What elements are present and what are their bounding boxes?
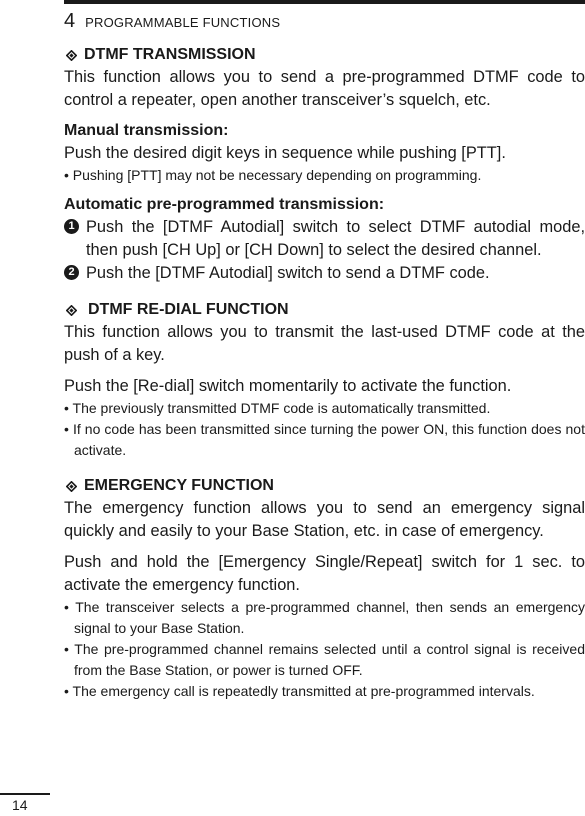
step-item xyxy=(64,262,585,285)
step-text: Push the [DTMF Autodial] switch to select DTMF autodial mode, then push [CH Up] or [CH Down] to select the desired channel. xyxy=(86,218,585,259)
emergency-note: • The emergency call is repeatedly transmitted at pre-programmed intervals. xyxy=(64,683,535,699)
step-number-badge: 1 xyxy=(64,219,79,234)
diamond-bullet-icon xyxy=(66,50,76,60)
dtmf-redial-section xyxy=(64,299,585,461)
step-item xyxy=(64,216,585,262)
section-heading xyxy=(64,299,585,321)
diamond-bullet-icon xyxy=(66,481,76,491)
section-heading xyxy=(64,44,585,66)
emergency-note: • The transceiver selects a pre-programmed channel, then sends an emergency signal to your Base Station. xyxy=(64,599,585,636)
diamond-bullet-icon xyxy=(66,305,76,315)
redial-note: • If no code has been transmitted since turning the power ON, this function does not activate. xyxy=(64,421,585,458)
step-number-badge: 2 xyxy=(64,265,79,280)
subsection-heading: Automatic pre-programmed transmission: xyxy=(64,196,385,213)
section-intro: This function allows you to transmit the last-used DTMF code at the push of a key. xyxy=(64,323,585,364)
page-header xyxy=(64,10,280,33)
section-title: DTMF RE-DIAL FUNCTION xyxy=(88,301,289,318)
chapter-title: PROGRAMMABLE FUNCTIONS xyxy=(85,15,281,30)
emergency-section xyxy=(64,475,585,702)
manual-instruction: Push the desired digit keys in sequence while pushing [PTT]. xyxy=(64,144,506,162)
redial-note: • The previously transmitted DTMF code is automatically transmitted. xyxy=(64,400,491,416)
manual-note: • Pushing [PTT] may not be necessary depending on programming. xyxy=(64,167,482,183)
page-content xyxy=(64,44,585,716)
emergency-note: • The pre-programmed channel remains selected until a control signal is received from the Base Station, or power is turned OFF. xyxy=(64,641,585,678)
dtmf-transmission-section xyxy=(64,44,585,285)
section-title: EMERGENCY FUNCTION xyxy=(84,477,274,494)
chapter-number: 4 xyxy=(64,10,76,32)
step-text: Push the [DTMF Autodial] switch to send a DTMF code. xyxy=(86,264,490,282)
page-number: 14 xyxy=(12,797,28,813)
section-intro: The emergency function allows you to send an emergency signal quickly and easily to your Base Station, etc. in case of emergency. xyxy=(64,499,585,540)
footer-rule xyxy=(0,793,50,795)
section-intro: This function allows you to send a pre-programmed DTMF code to control a repeater, open another transceiver’s squelch, etc. xyxy=(64,68,585,109)
section-title: DTMF TRANSMISSION xyxy=(84,46,256,63)
header-rule xyxy=(64,0,585,4)
subsection-heading: Manual transmission: xyxy=(64,122,229,139)
redial-instruction: Push the [Re-dial] switch momentarily to activate the function. xyxy=(64,377,512,395)
section-heading xyxy=(64,475,585,497)
emergency-instruction: Push and hold the [Emergency Single/Repeat] switch for 1 sec. to activate the emergency function. xyxy=(64,553,585,594)
